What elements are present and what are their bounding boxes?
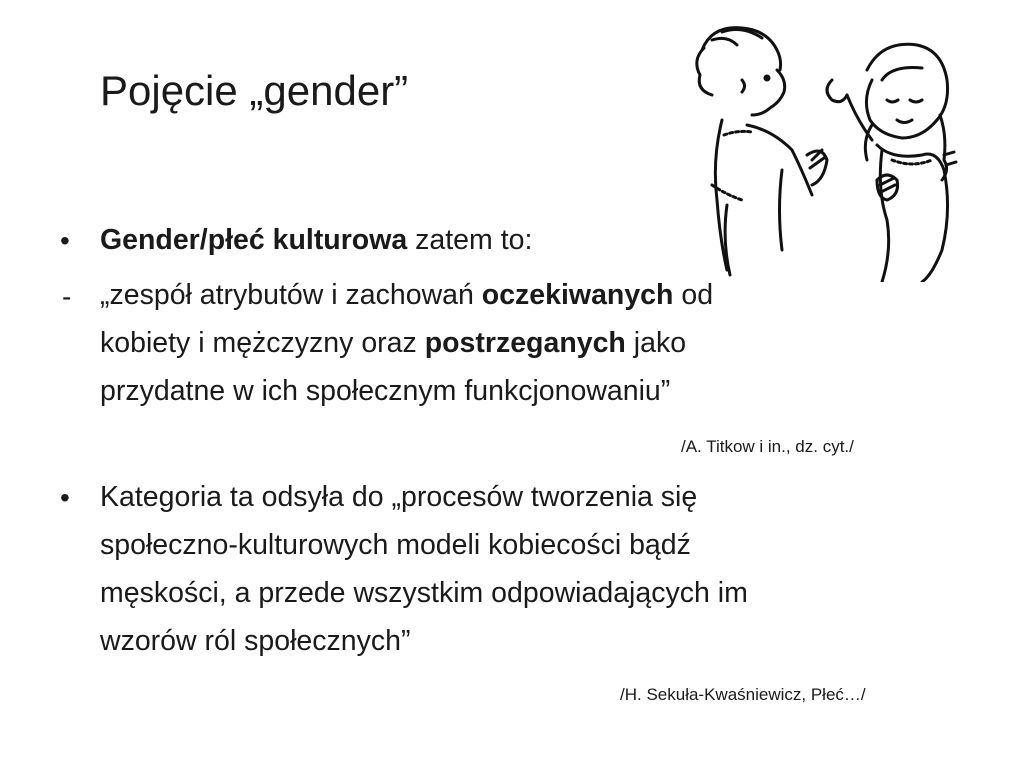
bullet-marker: •	[60, 225, 70, 256]
category-line-2: społeczno-kulturowych modeli kobiecości bądź	[100, 529, 691, 561]
quote-line-1	[100, 281, 713, 310]
quote-line-2	[100, 329, 686, 358]
category-line-4: wzorów ról społecznych”	[100, 625, 411, 657]
bullet-text: zatem to:	[407, 224, 533, 256]
bullet-marker: •	[60, 482, 70, 513]
bullet-gender-definition	[100, 226, 532, 255]
dash-marker: -	[62, 281, 72, 312]
emphasis-oczekiwanych: oczekiwanych	[481, 279, 674, 311]
slide-title: Pojęcie „gender”	[100, 67, 409, 114]
quote-text: od	[673, 279, 714, 311]
source-sekula: /H. Sekuła-Kwaśniewicz, Płeć…/	[620, 685, 866, 704]
category-line-3: męskości, a przede wszystkim odpowiadających im	[100, 577, 748, 609]
quote-text: „zespół atrybutów i zachowań	[100, 279, 482, 311]
quote-line-3: przydatne w ich społecznym funkcjonowaniu”	[100, 375, 671, 407]
category-line-1: Kategoria ta odsyła do „procesów tworzenia się	[100, 481, 698, 513]
bold-term: Gender/płeć kulturowa	[100, 224, 408, 256]
quote-text: jako	[625, 327, 687, 359]
quote-text: kobiety i mężczyzny oraz	[100, 327, 425, 359]
source-titkow: /A. Titkow i in., dz. cyt./	[681, 437, 854, 456]
emphasis-postrzeganych: postrzeganych	[424, 327, 626, 359]
